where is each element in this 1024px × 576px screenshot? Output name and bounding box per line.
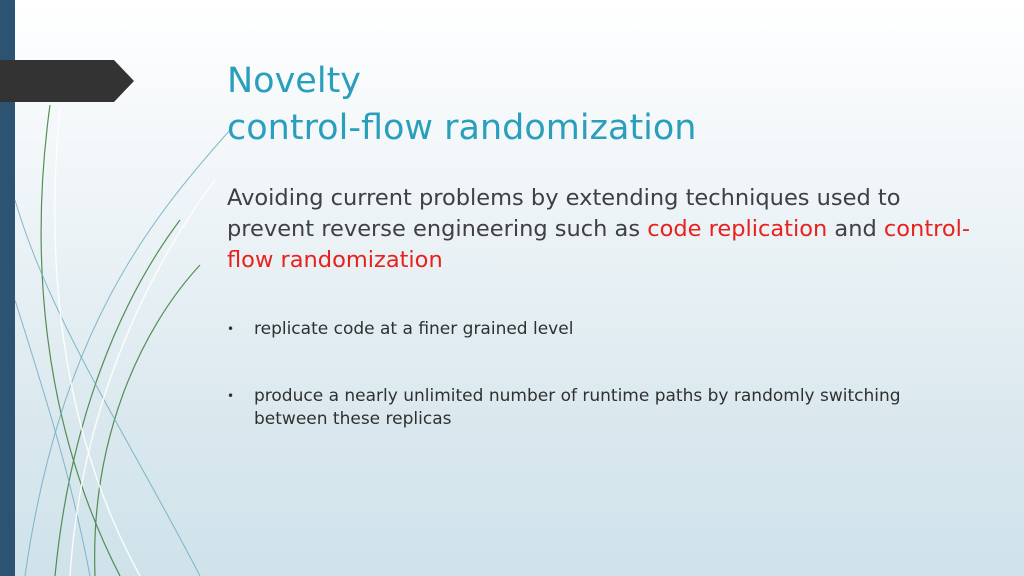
- highlight-control-flow-randomization: control-flow randomization: [227, 216, 971, 273]
- lead-text-1: Avoiding current problems by extending techniques used to prevent reverse engineering such as: [227, 185, 901, 242]
- title-tag-shape: [0, 60, 135, 102]
- list-item: [227, 318, 927, 341]
- highlight-code-replication: code replication: [647, 216, 828, 242]
- bullet-text: produce a nearly unlimited number of runtime paths by randomly switching between these replicas: [254, 386, 901, 429]
- bullet-marker: •: [227, 389, 235, 403]
- list-item: [227, 385, 927, 431]
- title-line-1: Novelty: [227, 61, 362, 101]
- bullet-marker: •: [227, 322, 235, 336]
- lead-text-2: and: [827, 216, 884, 242]
- title-line-2: control-flow randomization: [227, 108, 697, 148]
- slide-title: [227, 58, 987, 152]
- lead-paragraph: [227, 183, 987, 276]
- bullet-text: replicate code at a finer grained level: [254, 319, 574, 339]
- bullet-list: [227, 318, 927, 431]
